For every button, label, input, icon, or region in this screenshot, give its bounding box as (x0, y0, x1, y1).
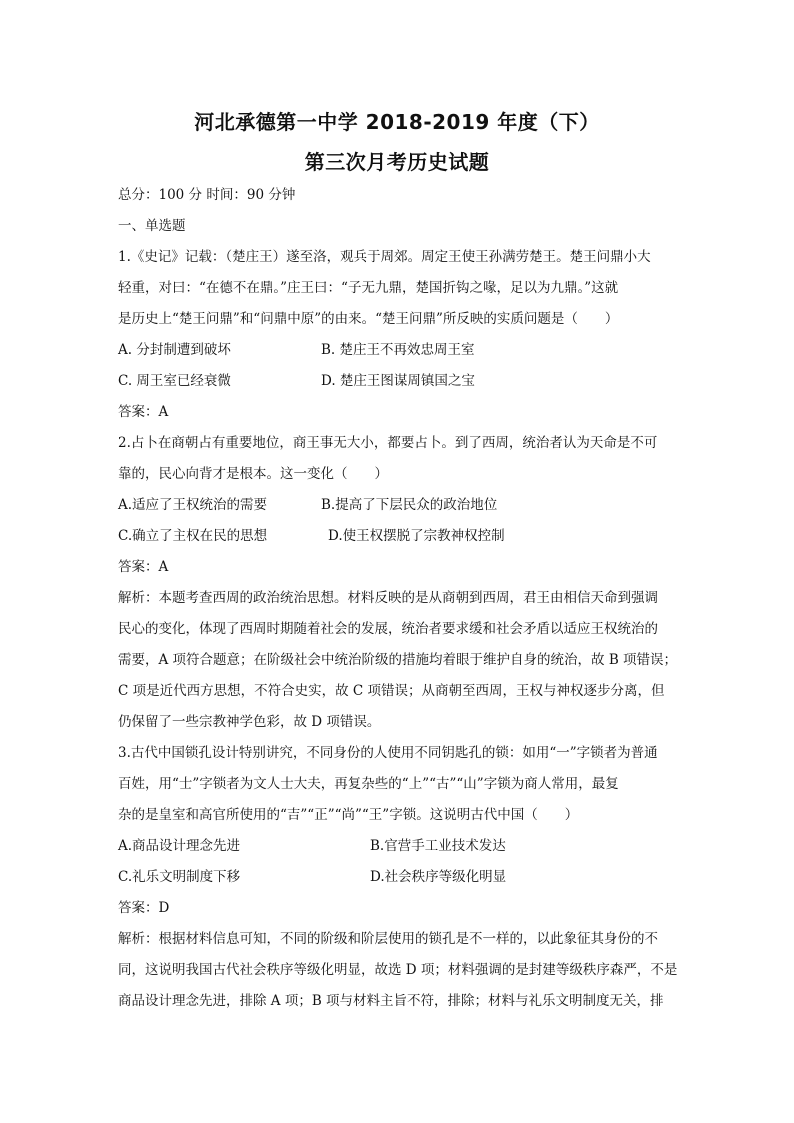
option-row (118, 366, 678, 397)
option-row (118, 862, 678, 893)
analysis-line: 需要，A 项符合题意；在阶级社会中统治阶级的措施均着眼于维护自身的统治，故 B 项错误； (118, 652, 678, 668)
option-row (118, 831, 678, 862)
analysis-line: 商品设计理念先进，排除 A 项；B 项与材料主旨不符，排除；材料与礼乐文明制度无关，排 (118, 993, 664, 1009)
option-c: C. 周王室已经衰微 (118, 373, 231, 389)
exam-meta: 总分：100 分 时间：90 分钟 (118, 187, 296, 203)
question-stem-line: 百姓，用“士”字锁者为文人士大夫，再复杂些的“上”“古”“山”字锁为商人常用，最复 (118, 776, 619, 792)
option-d: D.使王权摆脱了宗教神权控制 (328, 528, 505, 544)
exam-title: 河北承德第一中学 2018-2019 年度（下） (194, 110, 600, 134)
question-stem-line: 3.古代中国锁孔设计特别讲究，不同身份的人使用不同钥匙孔的锁：如用“一”字锁者为普通 (118, 745, 658, 761)
option-row (118, 335, 678, 366)
question-stem-line: 靠的，民心向背才是根本。这一变化（ ） (118, 466, 388, 482)
option-d: D. 楚庄王图谋周镇国之宝 (321, 373, 475, 389)
answer: 答案：A (118, 404, 169, 420)
question-1 (118, 242, 678, 428)
question-stem-line: 是历史上“楚王问鼎”和“问鼎中原”的由来。“楚王问鼎”所反映的实质问题是（ ） (118, 311, 619, 327)
question-2 (118, 428, 678, 738)
option-b: B.提高了下层民众的政治地位 (321, 497, 498, 513)
answer: 答案：A (118, 559, 169, 575)
analysis-line: 仍保留了一些宗教神学色彩，故 D 项错误。 (118, 714, 381, 730)
exam-subtitle: 第三次月考历史试题 (304, 150, 490, 174)
option-c: C.确立了主权在民的思想 (118, 528, 268, 544)
answer: 答案：D (118, 900, 170, 916)
section-heading: 一、单选题 (118, 218, 186, 234)
exam-content (118, 180, 678, 1017)
question-stem-line: 2.占卜在商朝占有重要地位，商王事无大小，都要占卜。到了西周，统治者认为天命是不可 (118, 435, 658, 451)
option-row (118, 490, 678, 521)
option-row (118, 521, 678, 552)
analysis-line: 同，这说明我国古代社会秩序等级化明显，故选 D 项；材料强调的是封建等级秩序森严，不是 (118, 962, 678, 978)
question-stem-line: 杂的是皇室和高官所使用的“吉”“正”“尚”“王”字锁。这说明古代中国（ ） (118, 807, 579, 823)
option-b: B.官营手工业技术发达 (370, 838, 506, 854)
option-d: D.社会秩序等级化明显 (370, 869, 507, 885)
question-3 (118, 738, 678, 1017)
analysis-line: 解析：本题考查西周的政治统治思想。材料反映的是从商朝到西周，君王由相信天命到强调 (118, 590, 658, 606)
option-a: A. 分封制遭到破坏 (118, 342, 231, 358)
option-a: A.商品设计理念先进 (118, 838, 241, 854)
analysis-line: 解析：根据材料信息可知，不同的阶级和阶层使用的锁孔是不一样的，以此象征其身份的不 (118, 931, 658, 947)
question-stem-line: 轻重，对曰：“在德不在鼎。”庄王曰：“子无九鼎，楚国折钩之喙，足以为九鼎。”这就 (118, 280, 619, 296)
analysis-line: C 项是近代西方思想，不符合史实，故 C 项错误；从商朝至西周，王权与神权逐步分离，但 (118, 683, 665, 699)
option-a: A.适应了王权统治的需要 (118, 497, 268, 513)
question-stem-line: 1.《史记》记载：（楚庄王）遂至洛，观兵于周郊。周定王使王孙满劳楚王。楚王问鼎小大 (118, 249, 651, 265)
option-c: C.礼乐文明制度下移 (118, 869, 241, 885)
option-b: B. 楚庄王不再效忠周王室 (321, 342, 475, 358)
analysis-line: 民心的变化，体现了西周时期随着社会的发展，统治者要求缓和社会矛盾以适应王权统治的 (118, 621, 658, 637)
